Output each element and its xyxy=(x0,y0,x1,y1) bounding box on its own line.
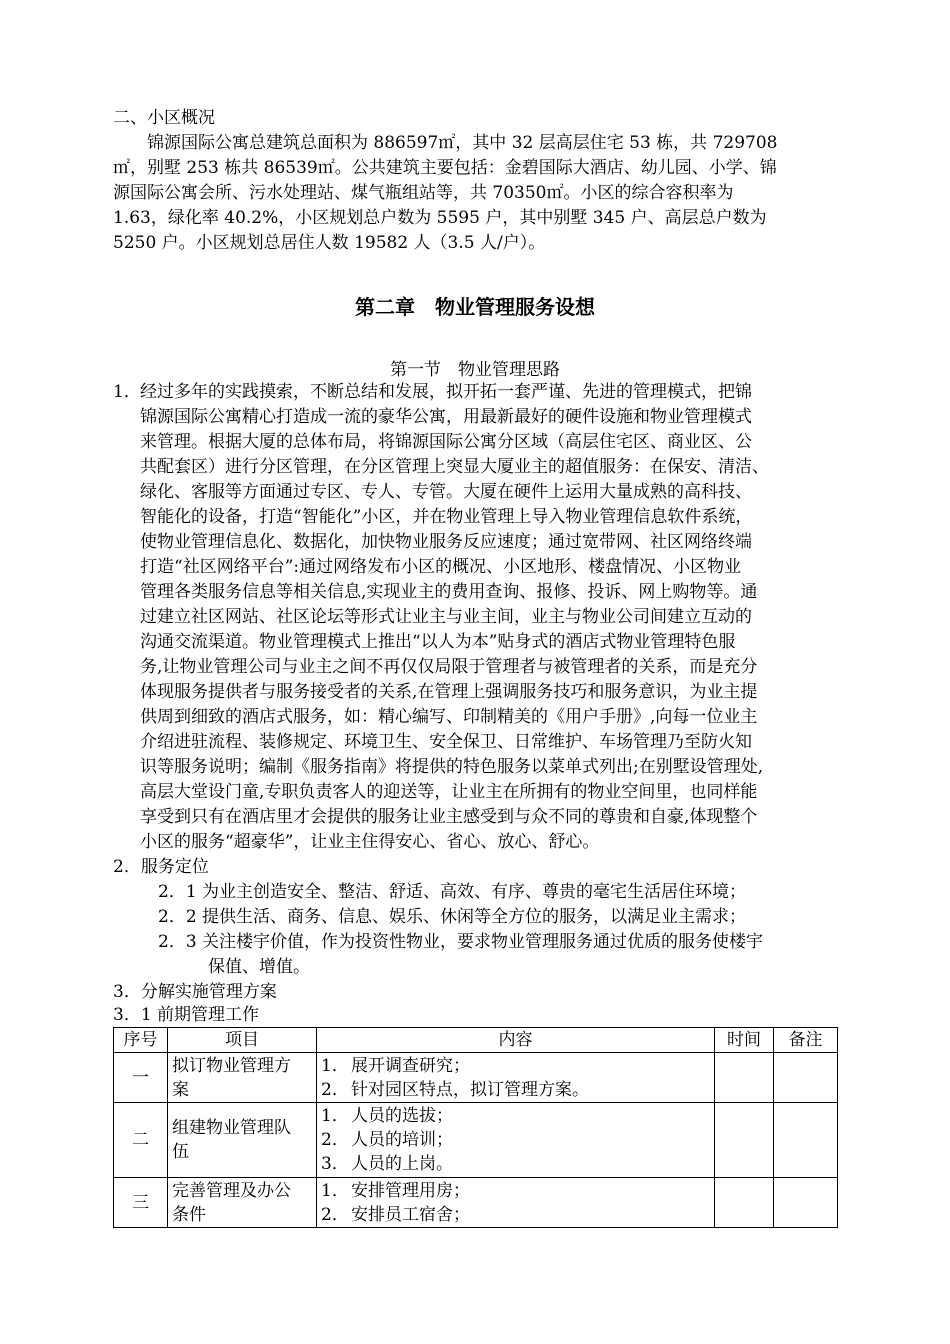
header-time: 时间 xyxy=(715,1028,774,1053)
row-time xyxy=(715,1178,774,1228)
header-seq: 序号 xyxy=(114,1028,168,1053)
overview-line: 1.63，绿化率 40.2%，小区规划总户数为 5595 户，其中别墅 345 户、高层总户数为 xyxy=(113,208,767,228)
row-item-line: 伍 xyxy=(172,1142,189,1162)
row-content xyxy=(317,1103,715,1178)
item2-sub: 2．2 提供生活、商务、信息、娱乐、休闲等全方位的服务，以满足业主需求； xyxy=(158,907,747,927)
item1-line: 沟通交流渠道。物业管理模式上推出“以人为本”贴身式的酒店式物业管理特色服 xyxy=(140,632,736,652)
row-time xyxy=(715,1103,774,1178)
overview-line: 源国际公寓会所、污水处理站、煤气瓶组站等，共 70350㎡。小区的综合容积率为 xyxy=(113,183,734,203)
item2-sub: 2．1 为业主创造安全、整洁、舒适、高效、有序、尊贵的毫宅生活居住环境； xyxy=(158,882,747,902)
table-row xyxy=(114,1053,838,1103)
item3-sub: 3．1 前期管理工作 xyxy=(113,1005,260,1025)
overview-line: 锦源国际公寓总建筑总面积为 886597㎡，其中 32 层高层住宅 53 栋，共 729708 xyxy=(147,133,778,153)
chapter-title: 第二章 物业管理服务设想 xyxy=(355,295,595,319)
row-item xyxy=(168,1178,317,1228)
table-row xyxy=(114,1178,838,1228)
table-row xyxy=(114,1103,838,1178)
content-text: 安排员工宿舍； xyxy=(351,1204,470,1225)
row-time xyxy=(715,1053,774,1103)
header-item: 项目 xyxy=(168,1028,317,1053)
overview-line: 5250 户。小区规划总居住人数 19582 人（3.5 人/户）。 xyxy=(113,233,546,253)
row-item-line: 拟订物业管理方 xyxy=(172,1055,291,1076)
item1-line: 高层大堂设门童,专职负责客人的迎送等，让业主在所拥有的物业空间里，也同样能 xyxy=(140,782,758,802)
content-text: 人员的培训； xyxy=(351,1130,453,1150)
item1-line: 绿化、客服等方面通过专区、专人、专管。大厦在硬件上运用大量成熟的高科技、 xyxy=(140,482,752,502)
content-line xyxy=(321,1104,710,1128)
content-text: 人员的选拔； xyxy=(351,1106,453,1126)
row-item xyxy=(168,1103,317,1178)
content-number: 2． xyxy=(321,1204,349,1225)
row-note xyxy=(774,1103,838,1178)
item1-line: 体现服务提供者与服务接受者的关系,在管理上强调服务技巧和服务意识，为业主提 xyxy=(140,682,758,702)
row-item-line: 组建物业管理队 xyxy=(172,1118,291,1138)
overview-heading: 二、小区概况 xyxy=(113,108,215,128)
item1-line: 识等服务说明；编制《服务指南》将提供的特色服务以菜单式列出;在别墅设管理处, xyxy=(140,757,764,777)
row-item xyxy=(168,1053,317,1103)
item1-line: 共配套区）进行分区管理，在分区管理上突显大厦业主的超值服务：在保安、清洁、 xyxy=(140,457,769,477)
item2-sub-continued: 保值、增值。 xyxy=(208,957,310,977)
content-number: 2． xyxy=(321,1130,349,1150)
content-text: 针对园区特点，拟订管理方案。 xyxy=(351,1079,589,1100)
row-seq: 二 xyxy=(114,1103,168,1178)
item3-heading: 3．分解实施管理方案 xyxy=(113,982,277,1002)
content-text: 展开调查研究； xyxy=(351,1055,470,1076)
item1-line: 供周到细致的酒店式服务，如：精心编写、印制精美的《用户手册》,向每一位业主 xyxy=(140,707,758,727)
item1-line: 介绍进驻流程、装修规定、环境卫生、安全保卫、日常维护、车场管理乃至防火知 xyxy=(140,732,752,752)
item1-line: 务,让物业管理公司与业主之间不再仅仅局限于管理者与被管理者的关系，而是充分 xyxy=(140,657,758,677)
row-item-line: 案 xyxy=(172,1079,189,1100)
management-table xyxy=(113,1027,838,1228)
item1-line: 小区的服务“超豪华”，让业主住得安心、省心、放心、舒心。 xyxy=(140,832,600,852)
item1-line: 享受到只有在酒店里才会提供的服务让业主感受到与众不同的尊贵和自豪,体现整个 xyxy=(140,807,758,827)
row-note xyxy=(774,1053,838,1103)
item1-line: 管理各类服务信息等相关信息,实现业主的费用查询、报修、投诉、网上购物等。通 xyxy=(140,582,758,602)
content-text: 安排管理用房； xyxy=(351,1180,470,1201)
content-line xyxy=(321,1054,710,1078)
item2-heading: 2．服务定位 xyxy=(113,857,209,877)
section-title: 第一节 物业管理思路 xyxy=(390,360,560,380)
item1-line: 过建立社区网站、社区论坛等形式让业主与业主间，业主与物业公司间建立互动的 xyxy=(140,607,752,627)
row-content xyxy=(317,1178,715,1228)
overview-line: ㎡，别墅 253 栋共 86539㎡。公共建筑主要包括：金碧国际大酒店、幼儿园、小学、锦 xyxy=(113,158,777,178)
item1-line: 打造“社区网络平台”:通过网络发布小区的概况、小区地形、楼盘情况、小区物业 xyxy=(140,557,742,577)
content-number: 1． xyxy=(321,1106,349,1126)
row-note xyxy=(774,1178,838,1228)
item1-line: 使物业管理信息化、数据化，加快物业服务反应速度；通过宽带网、社区网络终端 xyxy=(140,532,752,552)
header-content: 内容 xyxy=(317,1028,715,1053)
content-number: 1． xyxy=(321,1055,349,1076)
content-line xyxy=(321,1128,710,1152)
row-seq: 一 xyxy=(114,1053,168,1103)
content-number: 2． xyxy=(321,1079,349,1100)
item1-line: 锦源国际公寓精心打造成一流的豪华公寓，用最新最好的硬件设施和物业管理模式 xyxy=(140,407,752,427)
header-note: 备注 xyxy=(774,1028,838,1053)
row-item-line: 完善管理及办公 xyxy=(172,1180,291,1201)
content-text: 人员的上岗。 xyxy=(351,1154,453,1174)
content-number: 1． xyxy=(321,1180,349,1201)
item1-number: 1． xyxy=(113,382,141,402)
content-line xyxy=(321,1152,710,1176)
content-number: 3． xyxy=(321,1154,349,1174)
content-line xyxy=(321,1203,710,1227)
item1-line: 智能化的设备，打造“智能化”小区，并在物业管理上导入物业管理信息软件系统， xyxy=(140,507,753,527)
content-line xyxy=(321,1179,710,1203)
item2-sub: 2．3 关注楼宇价值，作为投资性物业，要求物业管理服务通过优质的服务使楼宇 xyxy=(158,932,764,952)
item1-line: 经过多年的实践摸索，不断总结和发展，拟开拓一套严谨、先进的管理模式，把锦 xyxy=(140,382,752,402)
row-seq: 三 xyxy=(114,1178,168,1228)
content-line xyxy=(321,1078,710,1102)
row-content xyxy=(317,1053,715,1103)
row-item-line: 条件 xyxy=(172,1204,206,1225)
item1-line: 来管理。根据大厦的总体布局，将锦源国际公寓分区域（高层住宅区、商业区、公 xyxy=(140,432,752,452)
table-header-row xyxy=(114,1028,838,1053)
